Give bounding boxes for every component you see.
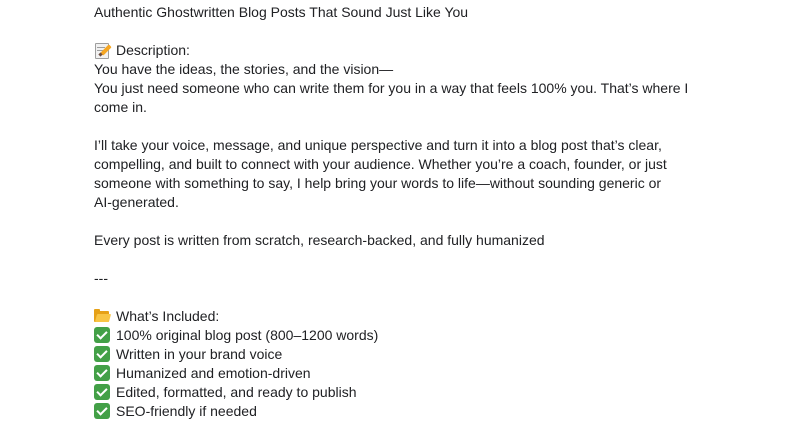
included-heading: What’s Included: [116, 308, 220, 324]
included-heading-row [94, 307, 719, 326]
document-body [94, 3, 719, 421]
included-item-label: SEO-friendly if needed [116, 403, 257, 419]
paragraph-line: someone with something to say, I help bring your words to life—without sounding generic or [94, 175, 662, 191]
paragraph-line: AI-generated. [94, 194, 179, 210]
spacer [94, 250, 719, 269]
check-mark-icon [94, 365, 110, 381]
paragraph-line: compelling, and built to connect with your audience. Whether you’re a coach, founder, or just [94, 156, 667, 172]
description-line: come in. [94, 99, 147, 115]
included-item-label: Humanized and emotion-driven [116, 365, 311, 381]
spacer [94, 288, 719, 307]
included-item [94, 345, 719, 364]
open-folder-icon [94, 308, 110, 324]
included-item [94, 364, 719, 383]
check-mark-icon [94, 384, 110, 400]
paragraph-line: Every post is written from scratch, research-backed, and fully humanized [94, 232, 545, 248]
description-heading: Description: [116, 42, 190, 58]
spacer [94, 117, 719, 136]
memo-icon [94, 42, 110, 58]
separator: --- [94, 270, 108, 286]
description-line: You just need someone who can write them for you in a way that feels 100% you. That’s where I [94, 80, 689, 96]
included-item-label: 100% original blog post (800–1200 words) [116, 327, 379, 343]
included-item [94, 326, 719, 345]
included-item-label: Written in your brand voice [116, 346, 283, 362]
included-item-label: Edited, formatted, and ready to publish [116, 384, 357, 400]
spacer [94, 212, 719, 231]
included-item [94, 383, 719, 402]
description-line: You have the ideas, the stories, and the vision— [94, 61, 394, 77]
check-mark-icon [94, 327, 110, 343]
description-heading-row [94, 41, 719, 60]
gig-title: Authentic Ghostwritten Blog Posts That Sound Just Like You [94, 4, 469, 20]
check-mark-icon [94, 403, 110, 419]
paragraph-line: I’ll take your voice, message, and unique perspective and turn it into a blog post that’s clear, [94, 137, 662, 153]
included-item [94, 402, 719, 421]
check-mark-icon [94, 346, 110, 362]
spacer [94, 22, 719, 41]
